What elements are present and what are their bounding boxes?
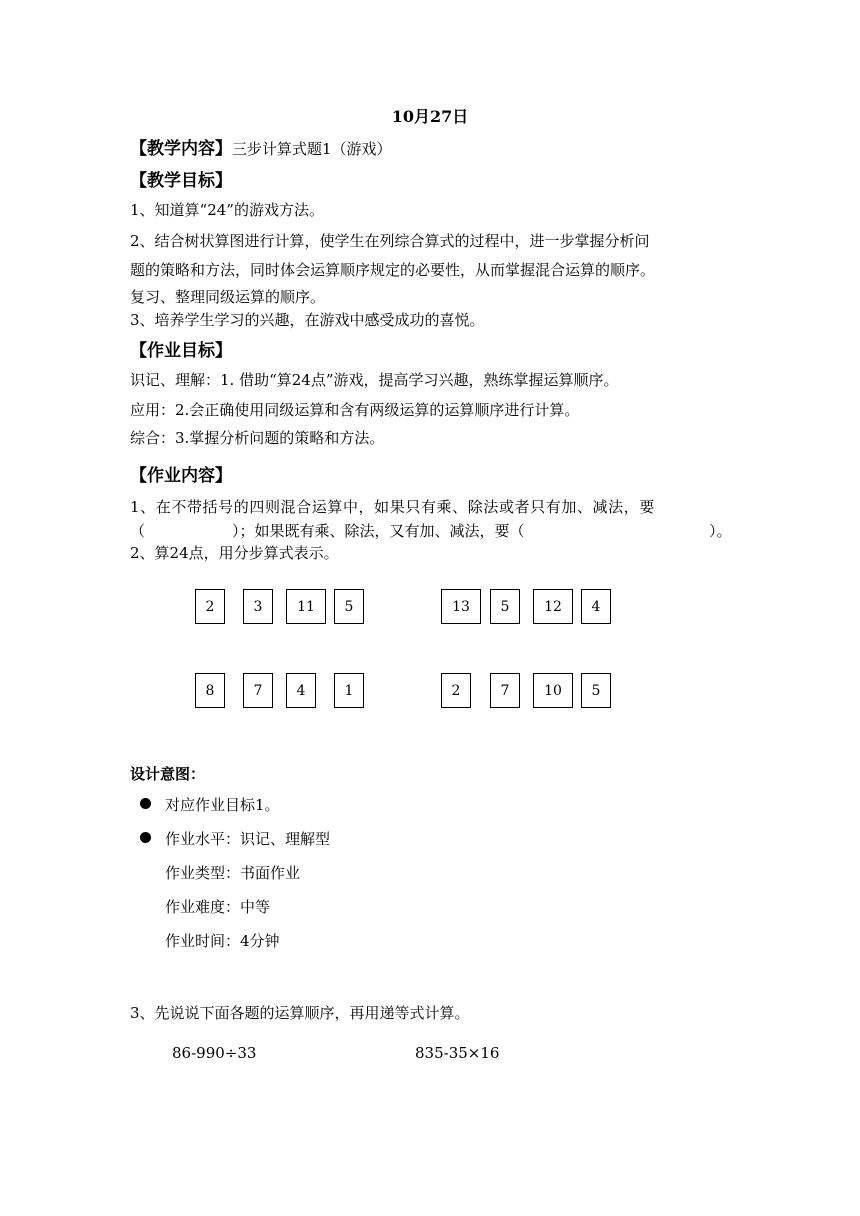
design-intent-detail: 作业类型：书面作业 <box>165 864 301 882</box>
number-card: 5 <box>334 589 364 624</box>
number-card: 13 <box>441 589 481 624</box>
design-intent-bullet: 对应作业目标1。 <box>165 796 280 814</box>
expression: 835-35×16 <box>415 1044 500 1062</box>
expression: 86-990÷33 <box>172 1044 257 1062</box>
number-card: 1 <box>334 673 364 708</box>
teaching-content-row <box>130 134 392 159</box>
number-card: 4 <box>286 673 316 708</box>
number-card: 10 <box>533 673 573 708</box>
question-1-close-paren: ）。 <box>709 522 732 540</box>
teaching-goal-line: 复习、整理同级运算的顺序。 <box>130 288 326 306</box>
question-3-text: 3、先说说下面各题的运算顺序，再用递等式计算。 <box>130 1004 470 1022</box>
design-intent-label: 设计意图： <box>130 765 206 783</box>
homework-goal-line: 识记、理解：1. 借助“算24点”游戏，提高学习兴趣，熟练掌握运算顺序。 <box>130 371 619 389</box>
homework-goal-line: 综合：3.掌握分析问题的策略和方法。 <box>130 429 385 447</box>
homework-content-label: 【作业内容】 <box>130 466 232 486</box>
question-1-open-paren: （ <box>130 522 146 540</box>
number-card: 2 <box>195 589 225 624</box>
design-intent-detail: 作业时间：4分钟 <box>165 932 280 950</box>
teaching-content-label: 【教学内容】 <box>130 139 232 159</box>
teaching-goal-line: 2、结合树状算图进行计算，使学生在列综合算式的过程中，进一步掌握分析问 <box>130 232 650 250</box>
homework-goal-line: 应用：2.会正确使用同级运算和含有两级运算的运算顺序进行计算。 <box>130 401 580 419</box>
question-1-line-1: 1、在不带括号的四则混合运算中，如果只有乘、除法或者只有加、减法，要 <box>130 498 655 516</box>
design-intent-bullet: 作业水平：识记、理解型 <box>165 830 331 848</box>
number-card: 3 <box>243 589 273 624</box>
homework-goals-label: 【作业目标】 <box>130 341 232 361</box>
number-card: 7 <box>490 673 520 708</box>
question-2-text: 2、算24点，用分步算式表示。 <box>130 544 339 562</box>
number-card: 5 <box>490 589 520 624</box>
bullet-icon <box>140 798 151 809</box>
number-card: 7 <box>243 673 273 708</box>
question-1-line-2: ）；如果既有乘、除法，又有加、减法，要（ <box>232 522 525 540</box>
design-intent-detail: 作业难度：中等 <box>165 898 271 916</box>
page-title: 10月27日 <box>391 107 469 126</box>
number-card: 11 <box>286 589 326 624</box>
teaching-goal-line: 题的策略和方法，同时体会运算顺序规定的必要性，从而掌握混合运算的顺序。 <box>130 261 656 279</box>
number-card: 4 <box>581 589 611 624</box>
bullet-icon <box>140 832 151 843</box>
teaching-goal-line: 3、培养学生学习的兴趣，在游戏中感受成功的喜悦。 <box>130 311 485 329</box>
teaching-goal-line: 1、知道算“24”的游戏方法。 <box>130 201 324 219</box>
number-card: 8 <box>195 673 225 708</box>
number-card: 5 <box>581 673 611 708</box>
teaching-goals-label: 【教学目标】 <box>130 171 232 191</box>
teaching-content-text: 三步计算式题1（游戏） <box>232 140 392 158</box>
number-card: 2 <box>441 673 471 708</box>
number-card: 12 <box>533 589 573 624</box>
